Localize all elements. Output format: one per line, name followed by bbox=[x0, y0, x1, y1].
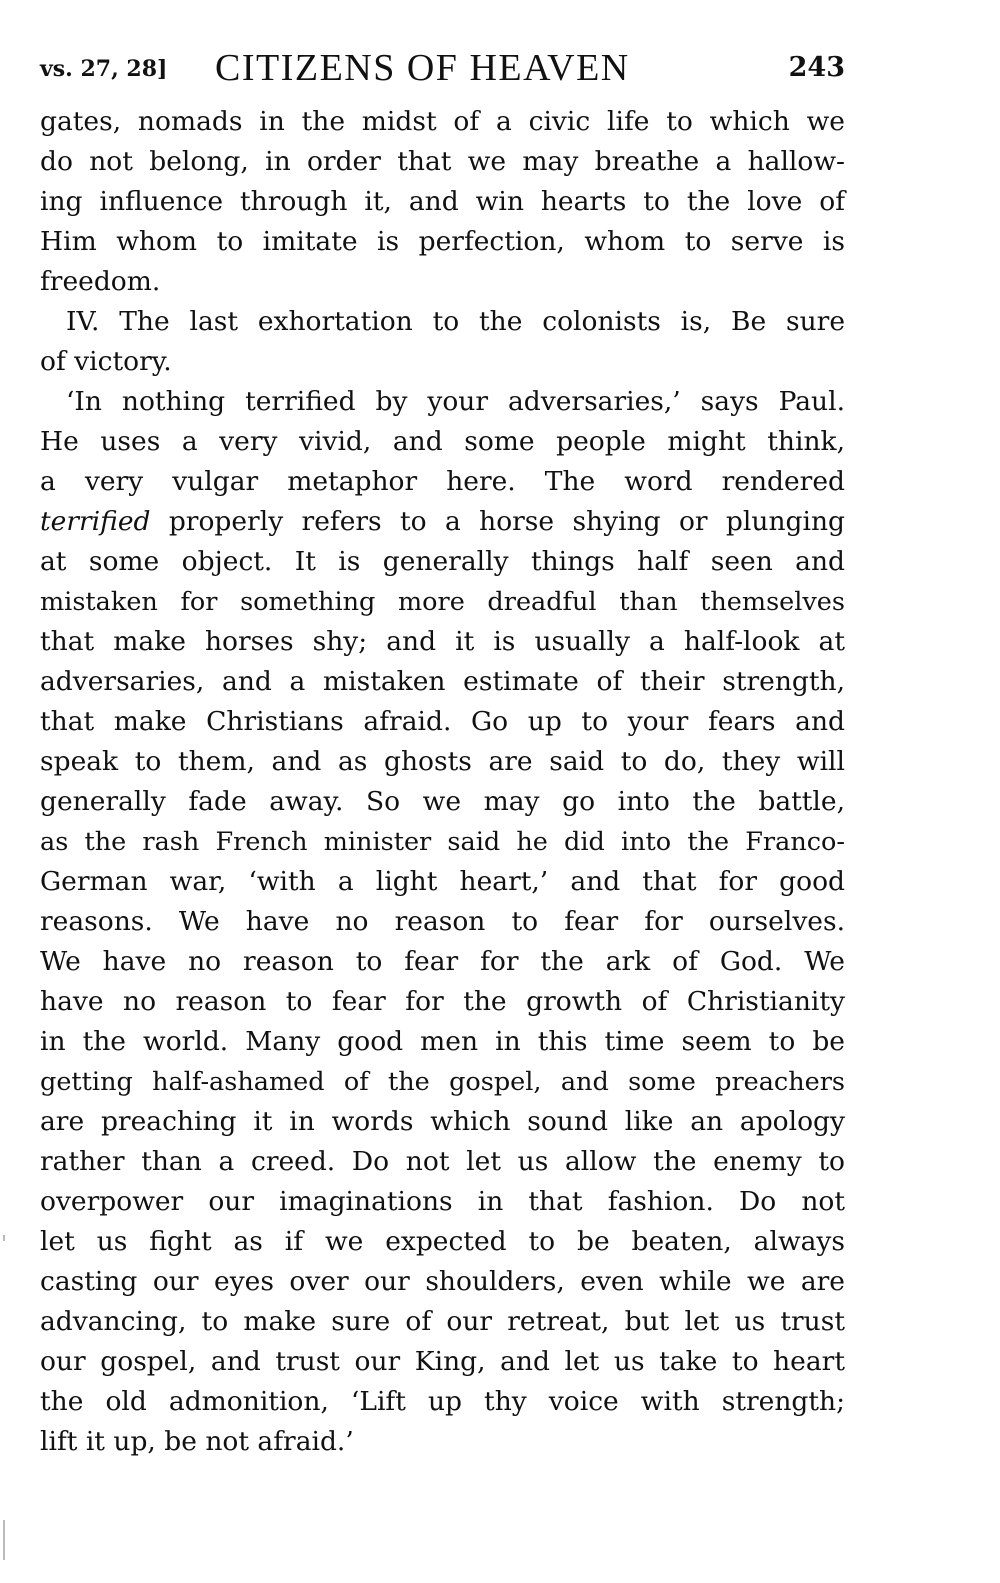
text-line bbox=[40, 502, 845, 542]
text-line: do not belong, in order that we may breathe a hallow- bbox=[40, 146, 845, 177]
text-line: getting half-ashamed of the gospel, and some preachers bbox=[40, 1067, 845, 1097]
text-line: freedom. bbox=[40, 266, 161, 297]
text-run: properly refers to a horse shying or plunging bbox=[168, 506, 845, 537]
verse-reference: vs. 27, 28] bbox=[40, 56, 168, 82]
running-head bbox=[40, 46, 845, 92]
text-line: mistaken for something more dreadful than themselves bbox=[40, 587, 845, 617]
text-line: that make Christians afraid. Go up to your fears and bbox=[40, 706, 845, 737]
text-line: advancing, to make sure of our retreat, but let us trust bbox=[40, 1306, 845, 1337]
text-line: He uses a very vivid, and some people might think, bbox=[40, 426, 845, 457]
text-line: our gospel, and trust our King, and let us take to heart bbox=[40, 1346, 845, 1377]
body-text bbox=[40, 102, 845, 1462]
text-line: the old admonition, ‘Lift up thy voice with strength; bbox=[40, 1386, 845, 1417]
quote-line: ‘In nothing terrified by your adversaries,’ says Paul. bbox=[66, 386, 845, 417]
text-line: let us fight as if we expected to be beaten, always bbox=[40, 1226, 845, 1257]
scan-mark bbox=[3, 1235, 5, 1241]
section-heading-line: IV. The last exhortation to the colonists is, Be sure bbox=[66, 306, 845, 337]
text-line: overpower our imaginations in that fashion. Do not bbox=[40, 1186, 845, 1217]
text-line: a very vulgar metaphor here. The word rendered bbox=[40, 466, 845, 497]
text-line: reasons. We have no reason to fear for ourselves. bbox=[40, 906, 845, 937]
text-line: Him whom to imitate is perfection, whom to serve is bbox=[40, 226, 845, 257]
text-line: as the rash French minister said he did into the Franco- bbox=[40, 827, 845, 857]
text-line: lift it up, be not afraid.’ bbox=[40, 1426, 354, 1457]
text-line: have no reason to fear for the growth of Christianity bbox=[40, 986, 845, 1017]
text-line: ing influence through it, and win hearts to the love of bbox=[40, 186, 845, 217]
page-title: CITIZENS OF HEAVEN bbox=[215, 47, 630, 89]
italic-word: terrified bbox=[40, 506, 151, 537]
text-line: in the world. Many good men in this time seem to be bbox=[40, 1026, 845, 1057]
text-line: German war, ‘with a light heart,’ and that for good bbox=[40, 866, 845, 897]
text-line: at some object. It is generally things half seen and bbox=[40, 546, 845, 577]
text-line: are preaching it in words which sound like an apology bbox=[40, 1106, 845, 1137]
text-line: generally fade away. So we may go into the battle, bbox=[40, 786, 845, 817]
text-line: casting our eyes over our shoulders, even while we are bbox=[40, 1266, 845, 1297]
text-line: speak to them, and as ghosts are said to do, they will bbox=[40, 746, 845, 777]
text-line: rather than a creed. Do not let us allow the enemy to bbox=[40, 1146, 845, 1177]
text-line: of victory. bbox=[40, 346, 172, 377]
scan-mark bbox=[3, 1520, 5, 1560]
text-line: We have no reason to fear for the ark of God. We bbox=[40, 946, 845, 977]
text-line: adversaries, and a mistaken estimate of their strength, bbox=[40, 666, 845, 697]
book-page bbox=[40, 46, 845, 1462]
text-line: gates, nomads in the midst of a civic life to which we bbox=[40, 106, 845, 137]
page-number: 243 bbox=[788, 52, 845, 83]
text-line: that make horses shy; and it is usually a half-look at bbox=[40, 626, 845, 657]
